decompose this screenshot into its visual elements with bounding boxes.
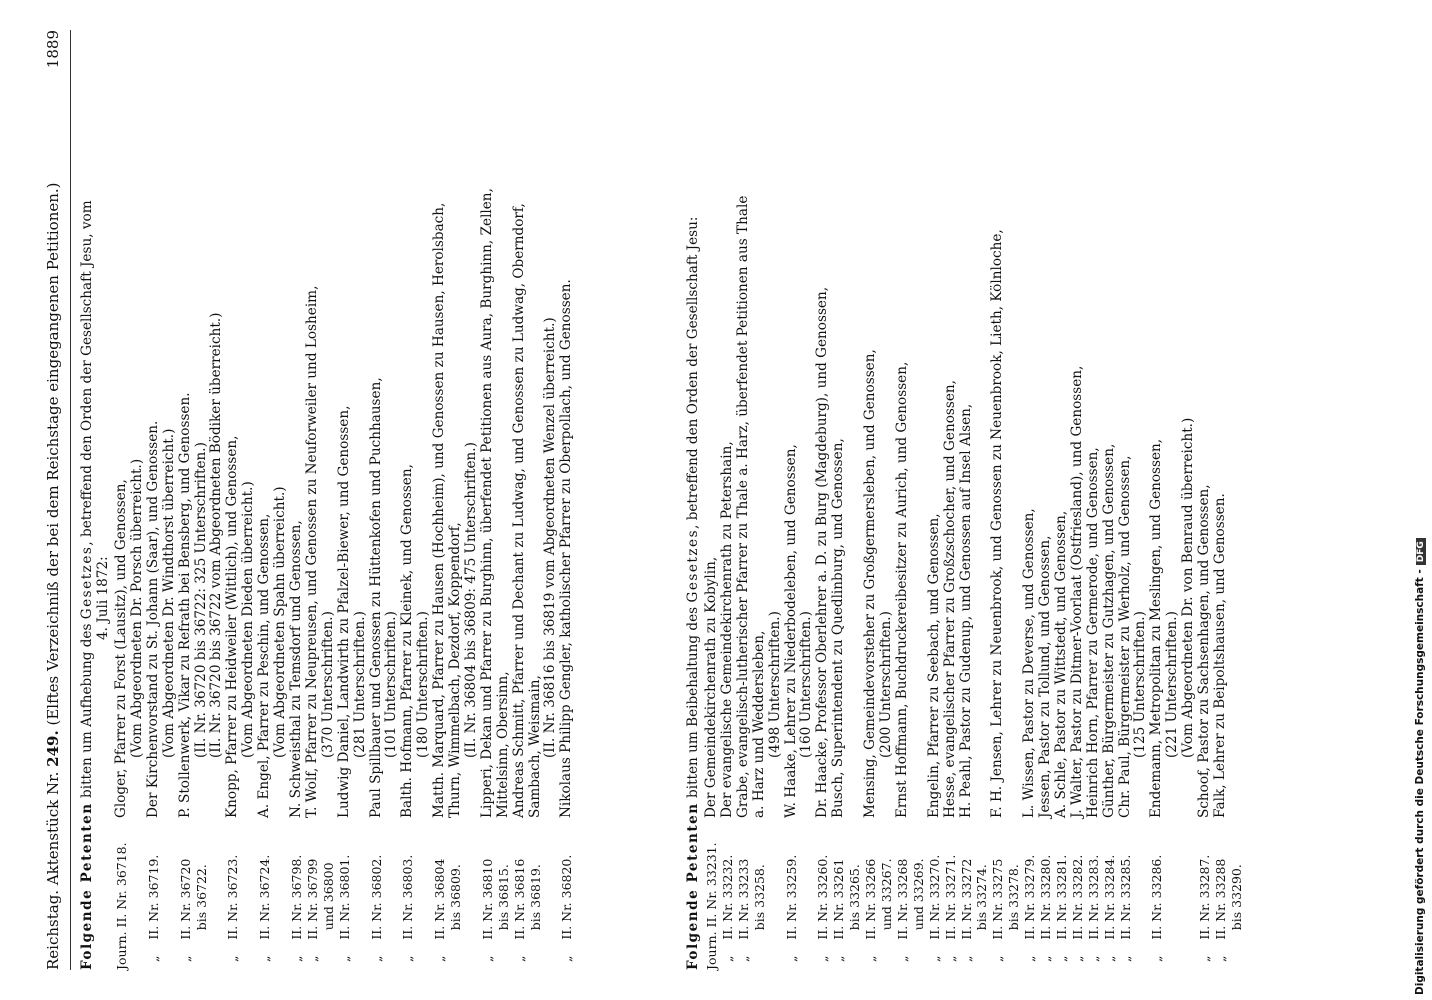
section2-heading-text: bitten um Beibehaltung des (685, 602, 701, 803)
journal-number: bis 36722. (193, 864, 209, 970)
journal-reference (257, 818, 289, 970)
journal-number: „ II. Nr. 33288 (1213, 858, 1228, 970)
petition-entry (289, 30, 369, 970)
petition-text (863, 30, 895, 818)
petition-entry (815, 30, 863, 970)
petition-text (990, 30, 1022, 818)
journal-reference (512, 818, 560, 970)
petition-note: (370 Unterschriften.) (319, 611, 336, 758)
petition-text (784, 30, 816, 818)
journal-number: „ II. Nr. 36799 (304, 858, 320, 970)
section2-heading-rest: , betreffend den Orden der Gesellschaft Jesu: (685, 216, 701, 529)
petition-entry (257, 30, 289, 970)
petitioner-line: Grabe, evangelisch-lutherischer Pfarrer zu Thale a. Harz, überfendet Petitionen aus Thale (734, 195, 751, 818)
credit-text: Digitalisierung gefördert durch die Deutsche Forschungsgemeinschaft - (1414, 569, 1426, 995)
petition-entry (1022, 30, 1149, 970)
journal-reference (1149, 818, 1197, 970)
petitioner-line: Mittelsinn, Obersinn, (494, 671, 511, 818)
petition-text (369, 30, 401, 818)
section2-list (704, 30, 1245, 970)
petitioner-line: A. Schle, Pastor zu Wittstedt, und Genossen, (1052, 510, 1069, 818)
petitioner-line: Heinrich Horn, Pfarrer zu Germerode, und Genossen, (1084, 447, 1101, 818)
petitioner-line: Mensing, Gemeindevorsteher zu Großgermersleben, und Genossen, (862, 349, 879, 818)
journal-reference (369, 818, 401, 970)
petition-entry (736, 30, 784, 970)
journal-reference (990, 818, 1022, 970)
journal-number: „ II. Nr. 33287. (1197, 854, 1213, 970)
petition-note: (Vom Abgeordneten Dr. Windthorst überreicht.) (160, 428, 177, 758)
petition-text (927, 30, 991, 818)
petitioner-line: L. Wissen, Pastor zu Deverse, und Genossen, (1021, 508, 1038, 818)
journal-reference (927, 818, 991, 970)
journal-reference (784, 818, 816, 970)
journal-number: „ II. Nr. 33285. (1117, 854, 1133, 970)
journal-reference (1022, 818, 1149, 970)
journal-number: „ II. Nr. 36724. (257, 854, 273, 970)
petitioner-line: Gloger, Pfarrer zu Forst (Lausitz), und Genossen, (113, 479, 129, 818)
journal-reference (863, 818, 895, 970)
petition-note: (101 Unterschriften.) (383, 611, 400, 758)
petition-entry (146, 30, 178, 970)
petitioner-line: Andreas Schmitt, Pfarrer und Dechant zu Ludwag, und Genossen zu Ludwag, Oberndorf, (510, 203, 527, 818)
petitioner-line: W. Haake, Lehrer zu Niederbodeleben, und Genossen, (782, 444, 799, 818)
petitioner-line: Engelin, Pfarrer zu Seebach, und Genossen, (925, 513, 942, 818)
petition-text (178, 30, 226, 818)
petitioner-line: Nikolaus Philipp Gengler, katholischer Pfarrer zu Oberpollach, und Genossen. (558, 279, 575, 818)
petitioner-line: Paul Spillbauer und Genossen zu Hüttenkofen und Puchhausen, (367, 377, 384, 818)
section1-heading-law: Gesetzes (79, 545, 95, 620)
journal-number: „ II. Nr. 36804 (432, 858, 448, 970)
journal-number: „ II. Nr. 36719. (145, 854, 161, 970)
petitioner-line: Schoof, Pastor zu Sachsenhagen, und Genossen, (1196, 484, 1213, 818)
petitioner-line: Falk, Lehrer zu Beipoltshausen, und Genossen. (1212, 493, 1228, 818)
petitioner-line: T. Wolf, Pfarrer zu Neupreusen, und Genossen zu Neuforweiler und Losheim, (303, 285, 320, 818)
journal-number: „ II. Nr. 33280. (1038, 854, 1054, 970)
petition-entry (720, 30, 736, 970)
journal-number: „ II. Nr. 33232. (719, 854, 735, 970)
petition-entry (225, 30, 257, 970)
petition-note: (200 Unterschriften.) (877, 611, 894, 758)
petition-note: (II. Nr. 36720 bis 36722 vom Abgeordneten Bödiker überreicht.) (208, 312, 225, 758)
rotated-document (40, 20, 1400, 970)
journal-number: „ II. Nr. 36798. (288, 854, 304, 970)
journal-number: „ II. Nr. 33233 (735, 858, 751, 970)
journal-number: Journ. II. Nr. 36718. (114, 842, 129, 970)
petitioner-line: Dr. Haacke, Professor Oberlehrer a. D. zu Burg (Magdeburg), und Genossen, (814, 286, 831, 818)
petition-entry (512, 30, 560, 970)
petition-entry (480, 30, 512, 970)
petitioner-line: a. Harz und Weddersleben, (750, 630, 767, 818)
petition-text (480, 30, 512, 818)
journal-number: „ II. Nr. 36820. (559, 854, 575, 970)
petition-text (559, 30, 575, 818)
petition-entry (784, 30, 816, 970)
petitioner-line: Thurn, Wimmelbach, Dezdorf, Koppendorf, (447, 522, 464, 818)
petitioner-line: Der Gemeindekirchenrath zu Kobylin, (703, 556, 719, 818)
petition-entry (559, 30, 575, 970)
journal-reference (146, 818, 178, 970)
petition-text (1022, 30, 1149, 818)
petition-note: (180 Unterschriften.) (415, 611, 432, 758)
header-suffix: (Elftes Verzeichniß der bei dem Reichstage eingegangenen Petitionen.) (44, 182, 62, 731)
section1-list (114, 30, 575, 970)
journal-reference (480, 818, 512, 970)
journal-reference (400, 818, 432, 970)
journal-number: „ II. Nr. 33260. (815, 854, 831, 970)
petition-entry (990, 30, 1022, 970)
journal-reference (736, 818, 784, 970)
petitioner-line: Hesse, evangelischer Pfarrer zu Großzschocher, und Genossen, (941, 380, 958, 818)
journal-number: „ II. Nr. 36723. (225, 854, 241, 970)
petitioner-line: Endemann, Metropolitan zu Meslingen, und Genossen, (1148, 438, 1165, 818)
petition-text (895, 30, 927, 818)
journal-reference (704, 818, 720, 970)
journal-number: bis 33258. (751, 864, 767, 970)
journal-number: „ II. Nr. 33279. (1022, 854, 1038, 970)
petitioner-line: Busch, Superintendent zu Quedlinburg, und Genossen, (830, 438, 847, 818)
journal-number: „ II. Nr. 33275 (990, 858, 1006, 970)
header-rule (70, 30, 71, 970)
petitioner-line: Knopp, Pfarrer zu Heidweiler (Wittlich), und Genossen, (224, 435, 241, 818)
petition-entry (927, 30, 991, 970)
header-title (46, 182, 62, 970)
petition-entry (400, 30, 432, 970)
petitioner-line: F. H. Jensen, Lehrer zu Neuenbrook, und Genossen zu Neuenbrook, Lieth, Kölnloche, (989, 229, 1006, 818)
journal-number: „ II. Nr. 33261 (831, 858, 847, 970)
petitioner-line: H. Peahl, Pastor zu Gudenup, und Genossen auf Insel Alsen, (957, 403, 974, 818)
petition-text (114, 30, 146, 818)
petitioner-line: Der Kirchenvorstand zu St. Johann (Saar), und Genossen. (144, 420, 161, 818)
section1-heading (80, 30, 112, 970)
journal-reference (225, 818, 257, 970)
journal-reference (720, 818, 736, 970)
journal-number: und 33269. (910, 858, 926, 970)
journal-reference (1197, 818, 1245, 970)
dfg-logo: DFG (1416, 538, 1426, 565)
journal-number: „ II. Nr. 33272 (958, 858, 974, 970)
petitioner-line: Lipperi, Dekan und Pfarrer zu Burghinn, überfendet Petitionen aus Aura, Burghinn, Zellen, (478, 188, 495, 818)
petition-note: (160 Unterschriften.) (798, 611, 815, 758)
journal-number: „ II. Nr. 33286. (1149, 854, 1165, 970)
petition-note: (II. Nr. 36816 bis 36819 vom Abgeordneten Wenzel überreicht.) (542, 317, 559, 758)
section1-heading-lead: Folgende Petenten (79, 802, 95, 970)
petition-note: (II. Nr. 36720 bis 36722: 325 Unterschriften.) (192, 442, 209, 758)
petition-text (1149, 30, 1197, 818)
journal-number: „ II. Nr. 33259. (783, 854, 799, 970)
journal-reference (178, 818, 226, 970)
section2-heading (686, 30, 702, 970)
petition-text (432, 30, 480, 818)
petition-note: (Vom Abgeordneten Dr. von Benraud überreicht.) (1180, 417, 1197, 758)
journal-reference (815, 818, 863, 970)
petition-note: (498 Unterschriften.) (766, 611, 783, 758)
petition-text (225, 30, 257, 818)
journal-reference (895, 818, 927, 970)
petition-text (736, 30, 784, 818)
petition-note: (Vom Abgeordneten Dr. Porsch überreicht.) (128, 458, 145, 758)
journal-number: und 36800 (320, 862, 336, 970)
journal-number: „ II. Nr. 33282. (1069, 854, 1085, 970)
journal-number: „ II. Nr. 36801. (336, 854, 352, 970)
section2-heading-lead: Folgende Petenten (685, 802, 701, 970)
journal-number: bis 33290. (1228, 864, 1244, 970)
petition-text (1197, 30, 1245, 818)
journal-number: bis 33278. (1006, 864, 1022, 970)
journal-number: „ II. Nr. 33284. (1101, 854, 1117, 970)
petitioner-line: Günther, Bürgermeister zu Gutzhagen, und Genossen, (1100, 443, 1117, 818)
journal-number: bis 33265. (847, 864, 863, 970)
petition-text (704, 30, 720, 818)
petition-entry (1197, 30, 1245, 970)
petitioner-line: J. Walter, Pastor zu Ditmer-Voorlaat (Ostfriesland), und Genossen, (1068, 365, 1085, 818)
petition-entry (863, 30, 895, 970)
page-header (40, 30, 70, 970)
petition-entry (178, 30, 226, 970)
journal-number: bis 33274. (974, 864, 990, 970)
header-year: 1889 (44, 30, 62, 69)
journal-number: bis 36815. (495, 864, 511, 970)
petitioner-line: N. Schweisthal zu Temsdorf und Genossen, (287, 520, 304, 818)
petition-note: (II. Nr. 36804 bis 36809: 475 Unterschriften.) (462, 442, 479, 758)
journal-number: und 33267. (878, 858, 894, 970)
journal-number: bis 36819. (527, 864, 543, 970)
petitioner-line: Jessen, Pastor zu Tollund, und Genossen, (1037, 535, 1054, 818)
petition-text (512, 30, 560, 818)
section1-heading-date: 4. Juli 1872: (94, 556, 111, 640)
petitioner-line: Balth. Hofmann, Pfarrer zu Kleinek, und Genossen, (399, 464, 416, 818)
journal-reference (559, 818, 575, 970)
petitioner-line: P. Stollenwerk, Vikar zu Refrath bei Bensberg, und Genossen. (176, 392, 193, 818)
journal-number: „ II. Nr. 33281. (1053, 854, 1069, 970)
digitization-credit (1414, 395, 1428, 995)
petitioner-line: Ludwig Daniel, Landwirth zu Pfalzel-Biewer, und Genossen, (335, 405, 352, 818)
journal-number: „ II. Nr. 36720 (177, 858, 193, 970)
journal-number: „ II. Nr. 33266 (863, 858, 879, 970)
petition-note: (Vom Abgeordneten Dieden überreicht.) (240, 481, 257, 758)
journal-number: „ II. Nr. 33271. (942, 854, 958, 970)
petition-note: (125 Unterschriften.) (1132, 611, 1149, 758)
petition-text (289, 30, 369, 818)
petition-entry (895, 30, 927, 970)
petition-entry (114, 30, 146, 970)
petition-text (400, 30, 432, 818)
journal-number: „ II. Nr. 36802. (368, 854, 384, 970)
petitioner-line: Ernst Hoffmann, Buchdruckereibesitzer zu Aurich, und Genossen, (893, 361, 910, 818)
section1-heading-rest: , betreffend den Orden der Gesellschaft Jesu, vom (79, 200, 95, 546)
journal-reference (114, 818, 146, 970)
petitioner-line: A. Engel, Pfarrer zu Peschin, und Genossen, (256, 513, 273, 818)
petitioner-line: Matth. Marquard, Pfarrer zu Hausen (Hochheim), und Genossen zu Hausen, Herolsbach, (431, 202, 448, 818)
petition-entry (1149, 30, 1197, 970)
journal-number: „ II. Nr. 33268 (894, 858, 910, 970)
header-prefix: Reichstag. Aktenstück Nr. (44, 766, 62, 970)
petition-text (720, 30, 736, 818)
section2-heading-law: Gesetzes (685, 528, 701, 603)
journal-number: „ II. Nr. 36816 (511, 858, 527, 970)
petition-entry (369, 30, 401, 970)
journal-reference (432, 818, 480, 970)
petition-note: (281 Unterschriften.) (351, 611, 368, 758)
petition-note: (221 Unterschriften.) (1164, 611, 1181, 758)
journal-reference (289, 818, 369, 970)
document-number: 249. (44, 730, 62, 767)
journal-number: bis 36809. (448, 864, 464, 970)
journal-number: „ II. Nr. 33283. (1085, 854, 1101, 970)
journal-number: Journ. II. Nr. 33231. (704, 842, 719, 970)
petitioner-line: Sambach, Weismain, (526, 675, 543, 818)
journal-number: „ II. Nr. 33270. (926, 854, 942, 970)
petitioner-line: Chr. Paul, Bürgermeister zu Werholz, und Genossen, (1116, 455, 1133, 818)
journal-number: „ II. Nr. 36810 (479, 858, 495, 970)
petition-text (257, 30, 289, 818)
petition-text (815, 30, 863, 818)
petition-entry (432, 30, 480, 970)
petition-text (146, 30, 178, 818)
petitioner-line: Der evangelische Gemeindekirchenrath zu Petershain, (718, 441, 735, 818)
section1-heading-text: bitten um Aufhebung des (79, 619, 95, 803)
journal-number: „ II. Nr. 36803. (400, 854, 416, 970)
petition-note: (Vom Abgeordneten Spahn überreicht.) (272, 486, 289, 758)
petition-entry (704, 30, 720, 970)
